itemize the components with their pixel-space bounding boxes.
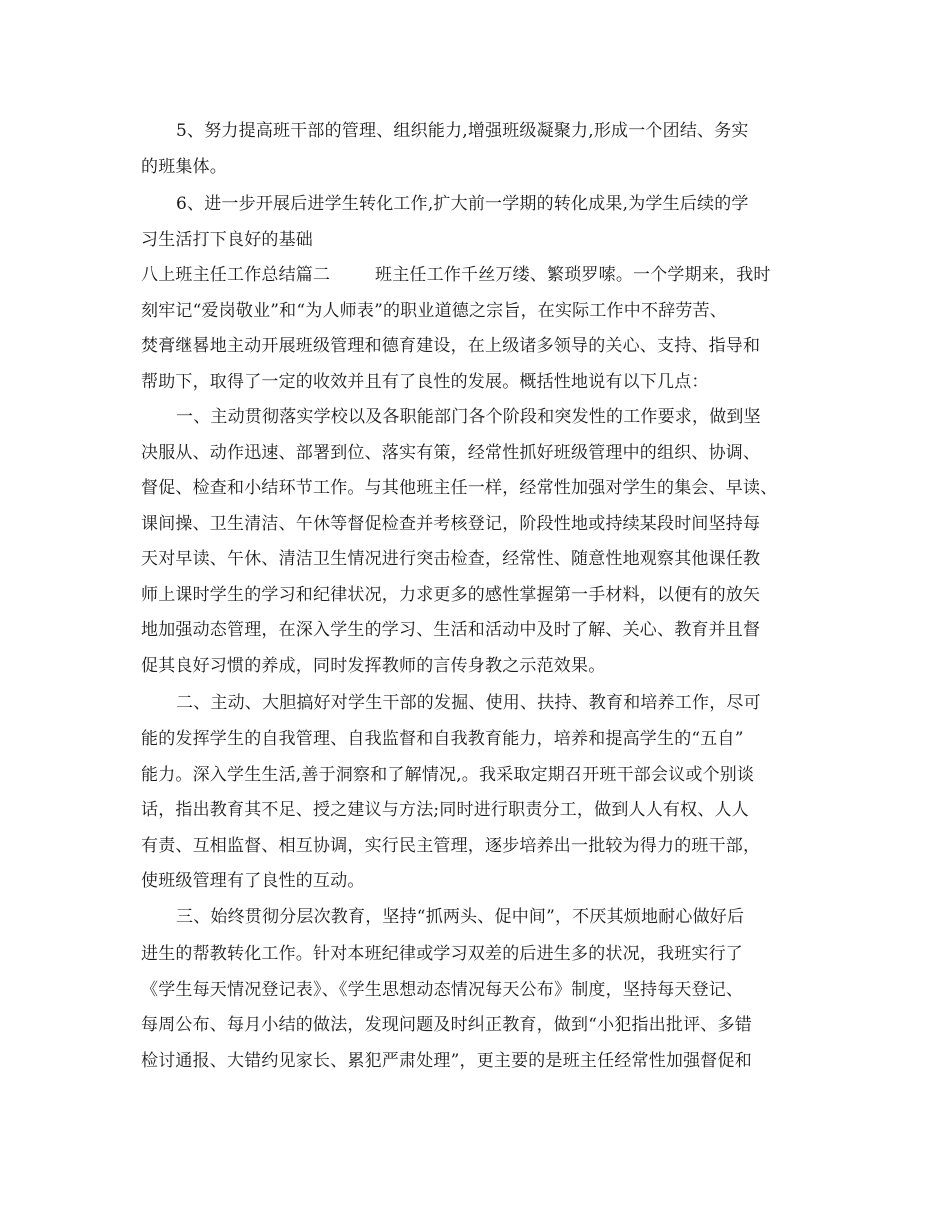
text-line: 地加强动态管理，在深入学生的学习、生活和活动中及时了解、关心、教育并且督 [141, 620, 761, 640]
text-line: 焚膏继晷地主动开展班级管理和德育建设，在上级诸多领导的关心、支持、指导和 [141, 336, 761, 356]
text-line: 6、进一步开展后进学生转化工作,扩大前一学期的转化成果,为学生后续的学 [176, 194, 749, 214]
text-line: 督促、检查和小结环节工作。与其他班主任一样，经常性加强对学生的集会、早读、 [141, 478, 778, 498]
text-line: 使班级管理有了良性的互动。 [141, 871, 365, 891]
text-line: 的班集体。 [141, 157, 227, 177]
text-line: 5、努力提高班干部的管理、组织能力,增强班级凝聚力,形成一个团结、务实 [176, 121, 749, 141]
text-line: 能力。深入学生生活,善于洞察和了解情况,。我采取定期召开班干部会议或个别谈 [141, 765, 755, 785]
text-line: 二、主动、大胆搞好对学生干部的发掘、使用、扶持、教育和培养工作，尽可 [176, 693, 761, 713]
text-line: 一、主动贯彻落实学校以及各职能部门各个阶段和突发性的工作要求，做到坚 [176, 407, 761, 427]
section-heading-line: 八上班主任工作总结篇二 班主任工作千丝万缕、繁琐罗嗦。一个学期来，我时 [141, 265, 771, 285]
text-line: 《学生每天情况登记表》、《学生思想动态情况每天公布》制度，坚持每天登记、 [141, 980, 744, 1000]
text-line: 促其良好习惯的养成，同时发挥教师的言传身教之示范效果。 [141, 656, 606, 676]
text-line: 帮助下，取得了一定的收效并且有了良性的发展。概括性地说有以下几点： [141, 372, 709, 392]
text-line: 决服从、动作迅速、部署到位、落实有策，经常性抓好班级管理中的组织、协调、 [141, 443, 761, 463]
text-line: 习生活打下良好的基础 [141, 230, 313, 250]
text-line: 三、始终贯彻分层次教育，坚持“抓两头、促中间”，不厌其烦地耐心做好后 [176, 907, 745, 927]
text-line: 刻牢记“爱岗敬业”和“为人师表”的职业道德之宗旨，在实际工作中不辞劳苦、 [141, 301, 727, 321]
text-line: 能的发挥学生的自我管理、自我监督和自我教育能力，培养和提高学生的“五自” [141, 729, 744, 749]
text-line: 检讨通报、大错约见家长、累犯严肃处理”，更主要的是班主任经常性加强督促和 [141, 1051, 752, 1071]
text-line: 每周公布、每月小结的做法，发现问题及时纠正教育，做到“小犯指出批评、多错 [141, 1015, 752, 1035]
text-line: 有责、互相监督、相互协调，实行民主管理，逐步培养出一批较为得力的班干部， [141, 836, 761, 856]
text-line: 进生的帮教转化工作。针对本班纪律或学习双差的后进生多的状况，我班实行了 [141, 944, 743, 964]
text-line: 话，指出教育其不足、授之建议与方法;同时进行职责分工，做到人人有权、人人 [141, 800, 749, 820]
text-line: 课间操、卫生清洁、午休等督促检查并考核登记，阶段性地或持续某段时间坚持每 [141, 514, 761, 534]
text-line: 师上课时学生的学习和纪律状况，力求更多的感性掌握第一手材料，以便有的放矢 [141, 585, 761, 605]
text-line: 天对早读、午休、清洁卫生情况进行突击检查，经常性、随意性地观察其他课任教 [141, 549, 761, 569]
